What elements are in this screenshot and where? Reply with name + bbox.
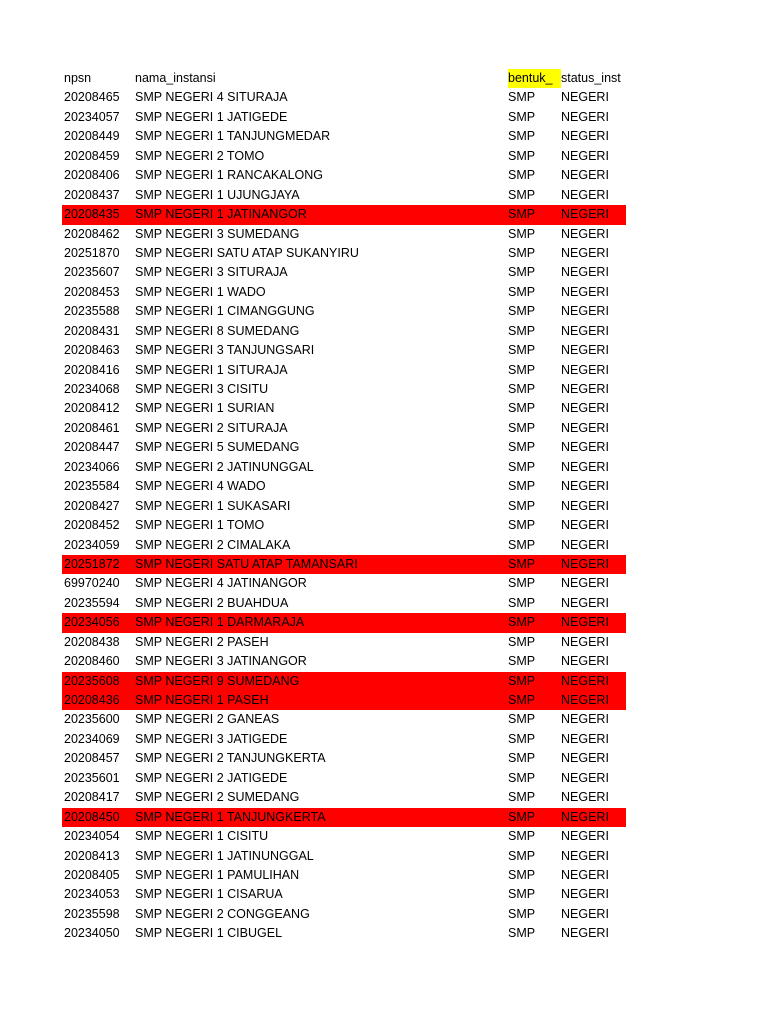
cell-status[interactable]: NEGERI xyxy=(561,207,609,222)
table-row xyxy=(62,205,626,224)
cell-npsn[interactable]: 20208461 xyxy=(64,420,120,435)
cell-bentuk[interactable]: SMP xyxy=(508,362,536,377)
table-body xyxy=(62,88,626,943)
cell-nama-instansi[interactable]: SMP NEGERI 1 TOMO xyxy=(135,518,265,533)
cell-nama-instansi[interactable]: SMP NEGERI 2 CONGGEANG xyxy=(135,906,310,921)
cell-nama-instansi[interactable]: SMP NEGERI 4 WADO xyxy=(135,479,266,494)
table-row xyxy=(62,263,626,282)
cell-nama-instansi[interactable]: SMP NEGERI 1 CISITU xyxy=(135,829,269,844)
cell-bentuk[interactable]: SMP xyxy=(508,867,536,882)
cell-bentuk[interactable]: SMP xyxy=(508,576,536,591)
cell-bentuk[interactable]: SMP xyxy=(508,829,536,844)
cell-status[interactable]: NEGERI xyxy=(561,323,609,338)
cell-npsn[interactable]: 20234069 xyxy=(64,731,120,746)
cell-bentuk[interactable]: SMP xyxy=(508,518,536,533)
cell-nama-instansi[interactable]: SMP NEGERI 3 JATIGEDE xyxy=(135,731,288,746)
cell-nama-instansi[interactable]: SMP NEGERI 1 SUKASARI xyxy=(135,498,291,513)
cell-bentuk[interactable]: SMP xyxy=(508,673,536,688)
cell-npsn[interactable]: 20234054 xyxy=(64,829,120,844)
table-row xyxy=(62,88,626,107)
cell-status[interactable]: NEGERI xyxy=(561,187,609,202)
cell-nama-instansi[interactable]: SMP NEGERI 2 JATINUNGGAL xyxy=(135,459,314,474)
cell-nama-instansi[interactable]: SMP NEGERI 1 DARMARAJA xyxy=(135,615,305,630)
cell-bentuk[interactable]: SMP xyxy=(508,479,536,494)
cell-status[interactable]: NEGERI xyxy=(561,265,609,280)
cell-nama-instansi[interactable]: SMP NEGERI 1 CIBUGEL xyxy=(135,926,283,941)
cell-nama-instansi[interactable]: SMP NEGERI 2 SUMEDANG xyxy=(135,790,300,805)
header-status[interactable]: status_inst xyxy=(561,71,621,85)
cell-nama-instansi[interactable]: SMP NEGERI 1 CISARUA xyxy=(135,887,283,902)
cell-npsn[interactable]: 20208465 xyxy=(64,90,120,105)
cell-bentuk[interactable]: SMP xyxy=(508,770,536,785)
table-row xyxy=(62,244,626,263)
cell-bentuk[interactable]: SMP xyxy=(508,654,536,669)
table-row xyxy=(62,322,626,341)
cell-bentuk[interactable]: SMP xyxy=(508,265,536,280)
table-row xyxy=(62,769,626,788)
cell-npsn[interactable]: 20208457 xyxy=(64,751,120,766)
cell-bentuk[interactable]: SMP xyxy=(508,712,536,727)
cell-npsn[interactable]: 20208405 xyxy=(64,867,120,882)
cell-bentuk[interactable]: SMP xyxy=(508,790,536,805)
cell-npsn[interactable]: 20208449 xyxy=(64,129,120,144)
cell-bentuk[interactable]: SMP xyxy=(508,556,536,571)
cell-bentuk[interactable]: SMP xyxy=(508,304,536,319)
cell-status[interactable]: NEGERI xyxy=(561,654,609,669)
cell-status[interactable]: NEGERI xyxy=(561,440,609,455)
cell-status[interactable]: NEGERI xyxy=(561,148,609,163)
cell-npsn[interactable]: 20208447 xyxy=(64,440,120,455)
cell-nama-instansi[interactable]: SMP NEGERI 1 PAMULIHAN xyxy=(135,867,300,882)
cell-npsn[interactable]: 20235594 xyxy=(64,595,120,610)
cell-status[interactable]: NEGERI xyxy=(561,304,609,319)
cell-status[interactable]: NEGERI xyxy=(561,867,609,882)
cell-nama-instansi[interactable]: SMP NEGERI 1 RANCAKALONG xyxy=(135,168,324,183)
table-row xyxy=(62,808,626,827)
cell-status[interactable]: NEGERI xyxy=(561,887,609,902)
cell-bentuk[interactable]: SMP xyxy=(508,693,536,707)
cell-status[interactable]: NEGERI xyxy=(561,382,609,396)
header-nama-instansi[interactable]: nama_instansi xyxy=(135,71,216,85)
table-row xyxy=(62,652,626,671)
cell-npsn[interactable]: 20208417 xyxy=(64,790,120,805)
cell-status[interactable]: NEGERI xyxy=(561,498,609,513)
table-row xyxy=(62,691,626,710)
cell-bentuk[interactable]: SMP xyxy=(508,926,536,941)
cell-npsn[interactable]: 20234068 xyxy=(64,382,120,396)
cell-bentuk[interactable]: SMP xyxy=(508,615,536,630)
cell-status[interactable]: NEGERI xyxy=(561,829,609,844)
cell-npsn[interactable]: 20208460 xyxy=(64,654,120,669)
cell-npsn[interactable]: 20235584 xyxy=(64,479,120,494)
cell-nama-instansi[interactable]: SMP NEGERI 2 CIMALAKA xyxy=(135,537,291,552)
cell-status[interactable]: NEGERI xyxy=(561,168,609,183)
cell-nama-instansi[interactable]: SMP NEGERI 1 JATIGEDE xyxy=(135,109,288,124)
table-row xyxy=(62,788,626,807)
cell-status[interactable]: NEGERI xyxy=(561,518,609,533)
cell-bentuk[interactable]: SMP xyxy=(508,148,536,163)
cell-bentuk[interactable]: SMP xyxy=(508,245,536,260)
cell-npsn[interactable]: 20251870 xyxy=(64,245,120,260)
cell-npsn[interactable]: 20234057 xyxy=(64,109,120,124)
cell-status[interactable]: NEGERI xyxy=(561,673,609,688)
cell-nama-instansi[interactable]: SMP NEGERI 1 JATINANGOR xyxy=(135,207,307,222)
cell-status[interactable]: NEGERI xyxy=(561,90,609,105)
cell-npsn[interactable]: 20234066 xyxy=(64,459,120,474)
cell-bentuk[interactable]: SMP xyxy=(508,420,536,435)
cell-bentuk[interactable]: SMP xyxy=(508,887,536,902)
cell-status[interactable]: NEGERI xyxy=(561,731,609,746)
cell-status[interactable]: NEGERI xyxy=(561,129,609,144)
table-row xyxy=(62,147,626,166)
cell-nama-instansi[interactable]: SMP NEGERI 1 TANJUNGKERTA xyxy=(135,809,326,824)
cell-nama-instansi[interactable]: SMP NEGERI 3 TANJUNGSARI xyxy=(135,343,315,358)
cell-npsn[interactable]: 20234053 xyxy=(64,887,120,902)
cell-nama-instansi[interactable]: SMP NEGERI 8 SUMEDANG xyxy=(135,323,300,338)
cell-nama-instansi[interactable]: SMP NEGERI SATU ATAP SUKANYIRU xyxy=(135,245,359,260)
cell-bentuk[interactable]: SMP xyxy=(508,129,536,144)
cell-status[interactable]: NEGERI xyxy=(561,751,609,766)
table-row xyxy=(62,341,626,360)
table-row xyxy=(62,127,626,146)
cell-status[interactable]: NEGERI xyxy=(561,245,609,260)
cell-bentuk[interactable]: SMP xyxy=(508,809,536,824)
cell-nama-instansi[interactable]: SMP NEGERI 3 SUMEDANG xyxy=(135,226,300,241)
cell-npsn[interactable]: 20235601 xyxy=(64,770,120,785)
cell-status[interactable]: NEGERI xyxy=(561,284,609,299)
cell-bentuk[interactable]: SMP xyxy=(508,187,536,202)
cell-bentuk[interactable]: SMP xyxy=(508,537,536,552)
cell-npsn[interactable]: 20235607 xyxy=(64,265,120,280)
cell-bentuk[interactable]: SMP xyxy=(508,323,536,338)
spreadsheet-table xyxy=(62,69,626,944)
cell-nama-instansi[interactable]: SMP NEGERI 3 CISITU xyxy=(135,382,269,396)
cell-bentuk[interactable]: SMP xyxy=(508,634,536,649)
cell-nama-instansi[interactable]: SMP NEGERI 1 CIMANGGUNG xyxy=(135,304,315,319)
cell-status[interactable]: NEGERI xyxy=(561,770,609,785)
cell-nama-instansi[interactable]: SMP NEGERI 1 WADO xyxy=(135,284,266,299)
cell-bentuk[interactable]: SMP xyxy=(508,459,536,474)
cell-npsn[interactable]: 20208452 xyxy=(64,518,120,533)
cell-status[interactable]: NEGERI xyxy=(561,401,609,416)
cell-bentuk[interactable]: SMP xyxy=(508,168,536,183)
cell-npsn[interactable]: 20235600 xyxy=(64,712,120,727)
table-row xyxy=(62,497,626,516)
cell-npsn[interactable]: 20208453 xyxy=(64,284,120,299)
table-row xyxy=(62,574,626,593)
cell-bentuk[interactable]: SMP xyxy=(508,848,536,863)
cell-nama-instansi[interactable]: SMP NEGERI 4 SITURAJA xyxy=(135,90,288,105)
cell-status[interactable]: NEGERI xyxy=(561,362,609,377)
table-row xyxy=(62,458,626,477)
cell-nama-instansi[interactable]: SMP NEGERI 2 TOMO xyxy=(135,148,265,163)
cell-status[interactable]: NEGERI xyxy=(561,479,609,494)
cell-nama-instansi[interactable]: SMP NEGERI 1 TANJUNGMEDAR xyxy=(135,129,331,144)
table-row xyxy=(62,166,626,185)
cell-bentuk[interactable]: SMP xyxy=(508,90,536,105)
header-row xyxy=(62,69,626,88)
table-row xyxy=(62,399,626,418)
cell-nama-instansi[interactable]: SMP NEGERI 5 SUMEDANG xyxy=(135,440,300,455)
table-row xyxy=(62,225,626,244)
cell-npsn[interactable]: 20208416 xyxy=(64,362,120,377)
cell-status[interactable]: NEGERI xyxy=(561,226,609,241)
cell-npsn[interactable]: 20208463 xyxy=(64,343,120,358)
table-row xyxy=(62,594,626,613)
cell-nama-instansi[interactable]: SMP NEGERI 3 JATINANGOR xyxy=(135,654,307,669)
cell-npsn[interactable]: 20235588 xyxy=(64,304,120,319)
cell-status[interactable]: NEGERI xyxy=(561,809,609,824)
cell-status[interactable]: NEGERI xyxy=(561,906,609,921)
cell-nama-instansi[interactable]: SMP NEGERI 1 SURIAN xyxy=(135,401,275,416)
table-row xyxy=(62,438,626,457)
cell-nama-instansi[interactable]: SMP NEGERI 2 PASEH xyxy=(135,634,269,649)
cell-npsn[interactable]: 20251872 xyxy=(64,556,120,571)
cell-bentuk[interactable]: SMP xyxy=(508,731,536,746)
cell-status[interactable]: NEGERI xyxy=(561,459,609,474)
cell-npsn[interactable]: 20208431 xyxy=(64,323,120,338)
cell-npsn[interactable]: 20208450 xyxy=(64,809,120,824)
cell-npsn[interactable]: 20208437 xyxy=(64,187,120,202)
table-row xyxy=(62,885,626,904)
table-row xyxy=(62,827,626,846)
cell-npsn[interactable]: 20234050 xyxy=(64,926,120,941)
cell-nama-instansi[interactable]: SMP NEGERI 2 TANJUNGKERTA xyxy=(135,751,326,766)
table-row xyxy=(62,866,626,885)
table-row xyxy=(62,555,626,574)
cell-npsn[interactable]: 69970240 xyxy=(64,576,120,591)
table-row xyxy=(62,380,626,399)
table-row xyxy=(62,710,626,729)
cell-status[interactable]: NEGERI xyxy=(561,615,609,630)
cell-nama-instansi[interactable]: SMP NEGERI 2 JATIGEDE xyxy=(135,770,288,785)
cell-bentuk[interactable]: SMP xyxy=(508,906,536,921)
cell-bentuk[interactable]: SMP xyxy=(508,401,536,416)
cell-npsn[interactable]: 20208436 xyxy=(64,693,120,707)
cell-nama-instansi[interactable]: SMP NEGERI 1 JATINUNGGAL xyxy=(135,848,314,863)
cell-npsn[interactable]: 20235598 xyxy=(64,906,120,921)
table-row xyxy=(62,536,626,555)
table-row xyxy=(62,477,626,496)
cell-nama-instansi[interactable]: SMP NEGERI 1 UJUNGJAYA xyxy=(135,187,300,202)
cell-status[interactable]: NEGERI xyxy=(561,109,609,124)
cell-nama-instansi[interactable]: SMP NEGERI 3 SITURAJA xyxy=(135,265,288,280)
cell-status[interactable]: NEGERI xyxy=(561,634,609,649)
table-row xyxy=(62,749,626,768)
cell-npsn[interactable]: 20234059 xyxy=(64,537,120,552)
cell-nama-instansi[interactable]: SMP NEGERI 2 GANEAS xyxy=(135,712,280,727)
cell-bentuk[interactable]: SMP xyxy=(508,595,536,610)
cell-status[interactable]: NEGERI xyxy=(561,926,609,941)
cell-npsn[interactable]: 20208413 xyxy=(64,848,120,863)
cell-status[interactable]: NEGERI xyxy=(561,595,609,610)
table-row xyxy=(62,633,626,652)
cell-npsn[interactable]: 20208435 xyxy=(64,207,120,222)
cell-bentuk[interactable]: SMP xyxy=(508,498,536,513)
cell-bentuk[interactable]: SMP xyxy=(508,207,536,222)
cell-status[interactable]: NEGERI xyxy=(561,848,609,863)
table-row xyxy=(62,302,626,321)
cell-nama-instansi[interactable]: SMP NEGERI 1 SITURAJA xyxy=(135,362,288,377)
cell-status[interactable]: NEGERI xyxy=(561,556,609,571)
cell-nama-instansi[interactable]: SMP NEGERI 2 SITURAJA xyxy=(135,420,288,435)
cell-npsn[interactable]: 20208462 xyxy=(64,226,120,241)
cell-npsn[interactable]: 20235608 xyxy=(64,673,120,688)
cell-nama-instansi[interactable]: SMP NEGERI 1 PASEH xyxy=(135,693,269,707)
cell-bentuk[interactable]: SMP xyxy=(508,343,536,358)
table-row xyxy=(62,108,626,127)
cell-status[interactable]: NEGERI xyxy=(561,576,609,591)
cell-nama-instansi[interactable]: SMP NEGERI SATU ATAP TAMANSARI xyxy=(135,556,358,571)
cell-nama-instansi[interactable]: SMP NEGERI 2 BUAHDUA xyxy=(135,595,289,610)
table-row xyxy=(62,847,626,866)
cell-nama-instansi[interactable]: SMP NEGERI 4 JATINANGOR xyxy=(135,576,307,591)
header-npsn[interactable]: npsn xyxy=(64,71,92,85)
cell-status[interactable]: NEGERI xyxy=(561,693,609,707)
cell-bentuk[interactable]: SMP xyxy=(508,382,536,396)
table-row xyxy=(62,905,626,924)
cell-bentuk[interactable]: SMP xyxy=(508,284,536,299)
table-row xyxy=(62,419,626,438)
cell-nama-instansi[interactable]: SMP NEGERI 9 SUMEDANG xyxy=(135,673,300,688)
cell-status[interactable]: NEGERI xyxy=(561,790,609,805)
table-row xyxy=(62,672,626,691)
cell-bentuk[interactable]: SMP xyxy=(508,109,536,124)
cell-status[interactable]: NEGERI xyxy=(561,343,609,358)
header-bentuk[interactable]: bentuk_ xyxy=(508,69,561,88)
table-row xyxy=(62,516,626,535)
table-row xyxy=(62,730,626,749)
cell-bentuk[interactable]: SMP xyxy=(508,751,536,766)
table-row xyxy=(62,924,626,943)
cell-npsn[interactable]: 20208412 xyxy=(64,401,120,416)
table-row xyxy=(62,613,626,632)
cell-bentuk[interactable]: SMP xyxy=(508,226,536,241)
cell-npsn[interactable]: 20208427 xyxy=(64,498,120,513)
cell-bentuk[interactable]: SMP xyxy=(508,440,536,455)
cell-npsn[interactable]: 20208406 xyxy=(64,168,120,183)
table-row xyxy=(62,361,626,380)
cell-status[interactable]: NEGERI xyxy=(561,420,609,435)
table-row xyxy=(62,283,626,302)
cell-status[interactable]: NEGERI xyxy=(561,712,609,727)
cell-npsn[interactable]: 20208459 xyxy=(64,148,120,163)
cell-npsn[interactable]: 20234056 xyxy=(64,615,120,630)
cell-status[interactable]: NEGERI xyxy=(561,537,609,552)
cell-npsn[interactable]: 20208438 xyxy=(64,634,120,649)
table-row xyxy=(62,186,626,205)
